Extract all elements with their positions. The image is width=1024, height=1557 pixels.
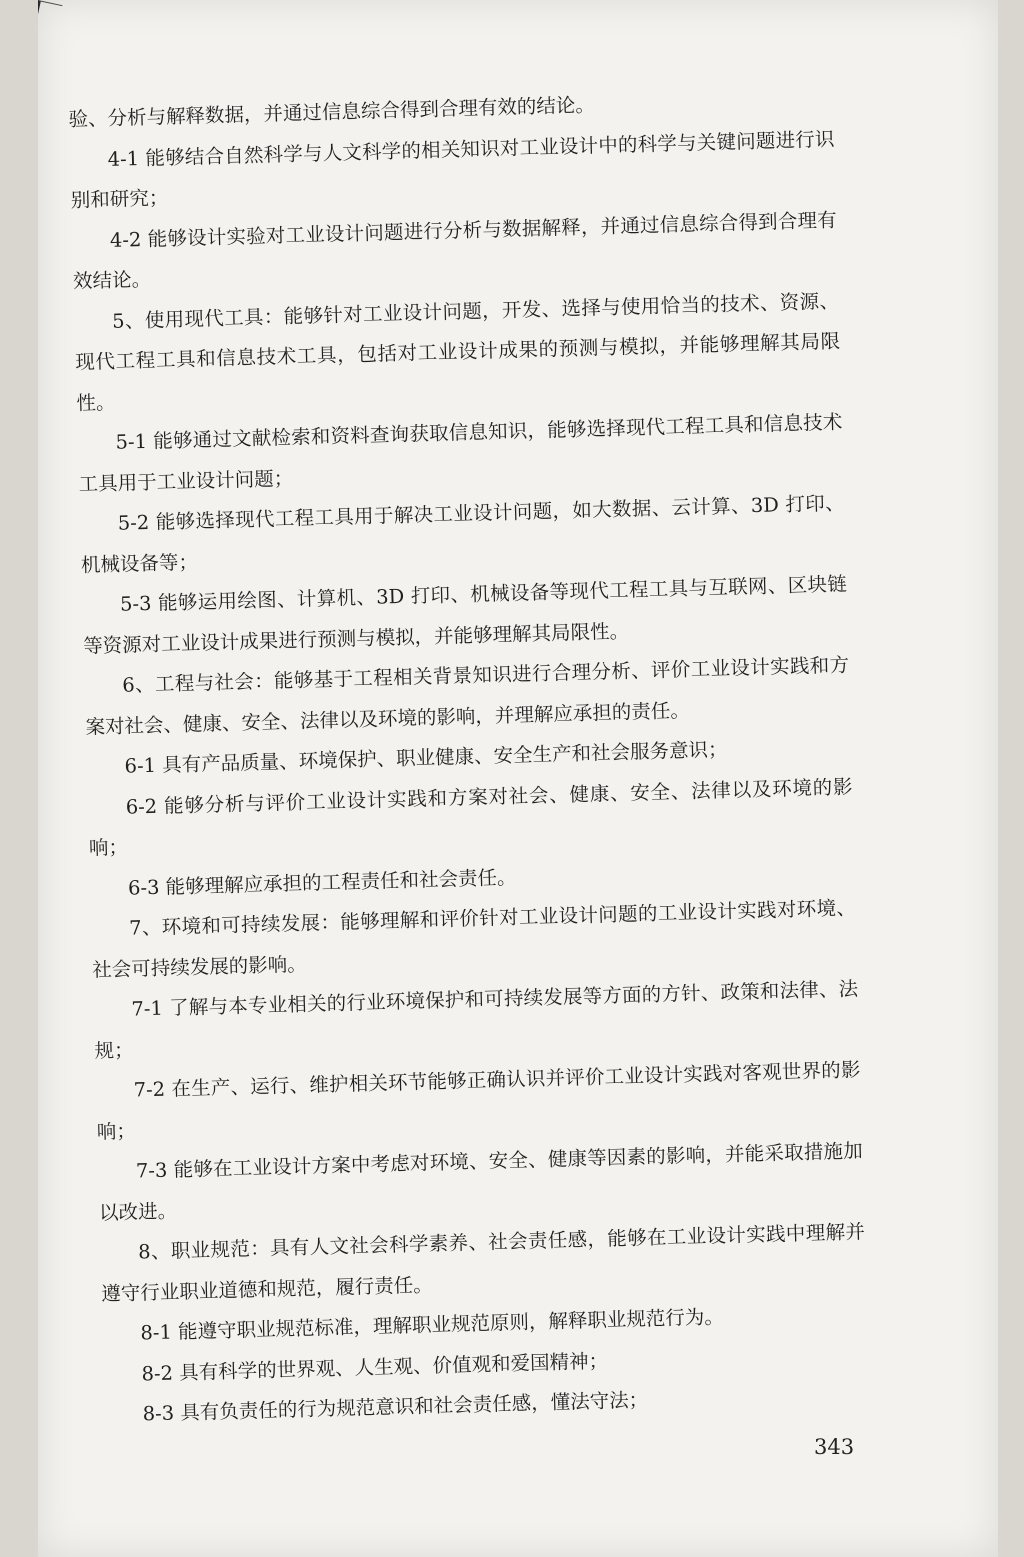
paragraph: 4-1 能够结合自然科学与人文科学的相关知识对工业设计中的科学与关键问题进行识别和研究；: [70, 127, 835, 212]
paragraph: 5、使用现代工具：能够针对工业设计问题，开发、选择与使用恰当的技术、资源、现代工程工具和信息技术工具，包括对工业设计成果的预测与模拟，并能够理解其局限性。: [75, 289, 841, 415]
paragraph: 8-1 能遵守职业规范标准，理解职业规范原则，解释职业规范行为。: [140, 1305, 725, 1345]
paragraph: 6、工程与社会：能够基于工程相关背景知识进行合理分析、评价工业设计实践和方案对社会、健康、安全、法律以及环境的影响，并理解应承担的责任。: [85, 653, 850, 739]
page-fold-mark: [38, 0, 62, 45]
paragraph: 验、分析与解释数据，并通过信息综合得到合理有效的结论。: [68, 93, 596, 131]
paragraph: 8-3 具有负责任的行为规范意识和社会责任感，懂法守法；: [142, 1388, 649, 1426]
paragraph: 4-2 能够设计实验对工业设计问题进行分析与数据解释，并通过信息综合得到合理有效结论。: [72, 208, 837, 293]
paragraph: 7、环境和可持续发展：能够理解和评价针对工业设计问题的工业设计实践对环境、社会可持续发展的影响。: [91, 896, 857, 982]
paragraph: 7-3 能够在工业设计方案中考虑对环境、安全、健康等因素的影响，并能采取措施加以改进。: [98, 1139, 863, 1225]
paragraph: 6-3 能够理解应承担的工程责任和社会责任。: [127, 865, 517, 900]
paragraph: 5-2 能够选择现代工程工具用于解决工业设计问题，如大数据、云计算、3D 打印、机械设备等；: [80, 491, 845, 577]
body-text: [68, 79, 870, 1436]
paragraph: 7-2 在生产、运行、维护相关环节能够正确认识并评价工业设计实践对客观世界的影响；: [96, 1058, 861, 1144]
paragraph: 7-1 了解与本专业相关的行业环境保护和可持续发展等方面的方针、政策和法律、法规；: [94, 977, 859, 1063]
paragraph: 8、职业规范：具有人文社会科学素养、社会责任感，能够在工业设计实践中理解并遵守行业职业道德和规范，履行责任。: [101, 1220, 866, 1306]
paragraph: 5-1 能够通过文献检索和资料查询获取信息知识，能够选择现代工程工具和信息技术工具用于工业设计问题；: [78, 410, 843, 496]
paragraph: 5-3 能够运用绘图、计算机、3D 打印、机械设备等现代工程工具与互联网、区块链等资源对工业设计成果进行预测与模拟，并能够理解其局限性。: [82, 572, 848, 658]
paragraph: 6-2 能够分析与评价工业设计实践和方案对社会、健康、安全、法律以及环境的影响；: [88, 774, 853, 860]
document-page: [38, 0, 998, 1557]
paragraph: 8-2 具有科学的世界观、人生观、价值观和爱国精神；: [141, 1348, 609, 1385]
page-number: 343: [814, 1435, 855, 1459]
paragraph: 6-1 具有产品质量、环境保护、职业健康、安全生产和社会服务意识；: [124, 737, 728, 778]
